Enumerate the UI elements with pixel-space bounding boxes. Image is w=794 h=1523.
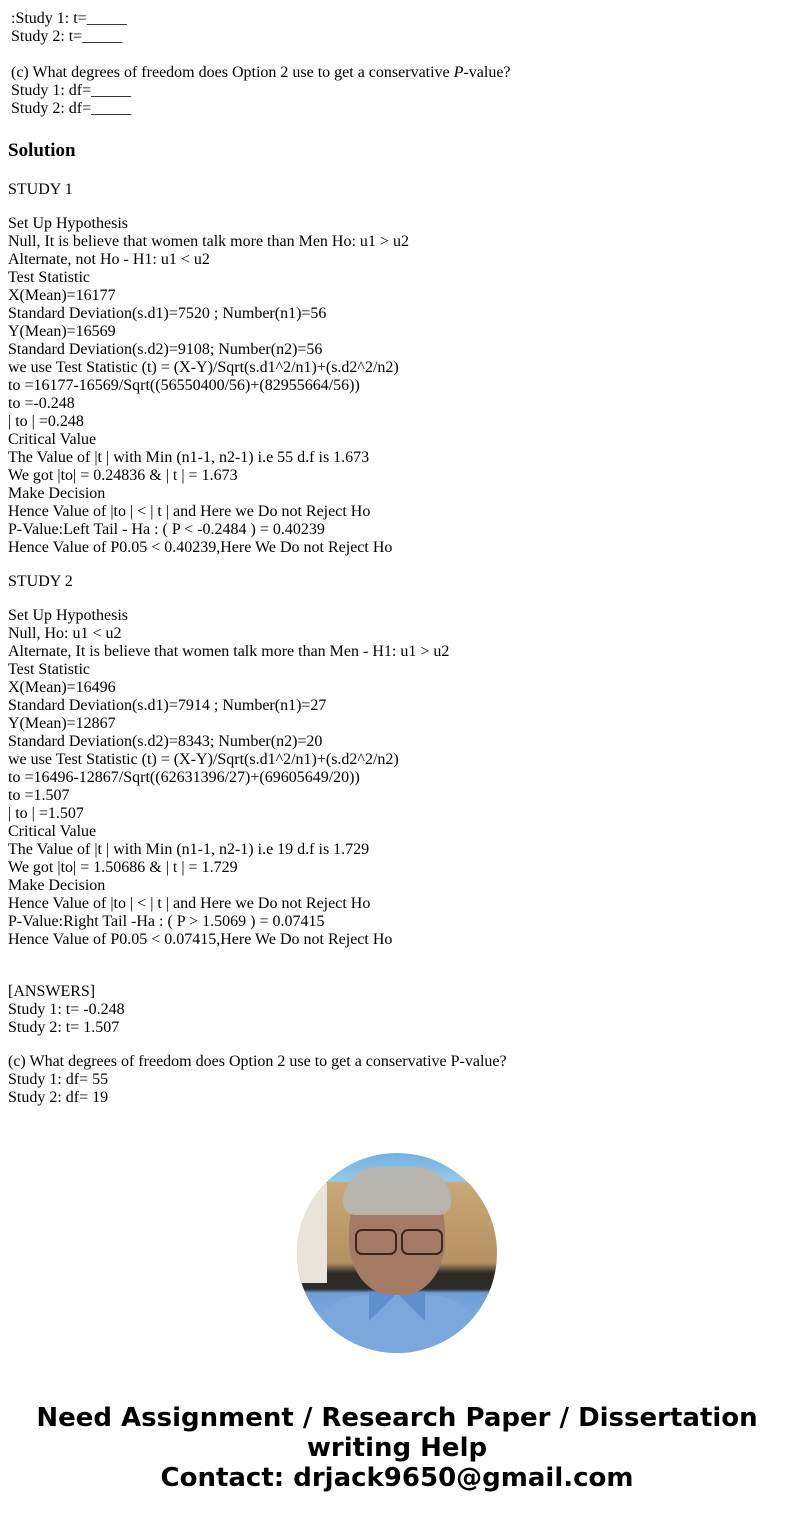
study2-line: to =16496-12867/Sqrt((62631396/27)+(69605649/20)) [8, 769, 360, 786]
question-study1-t: :Study 1: t=_____ [11, 10, 127, 27]
study2-line: Alternate, It is believe that women talk more than Men - H1: u1 > u2 [8, 643, 450, 660]
author-photo [297, 1153, 497, 1353]
promo-line-2: writing Help [306, 1433, 488, 1463]
answer-study1-df: Study 1: df= 55 [8, 1071, 109, 1088]
study1-line: Standard Deviation(s.d2)=9108; Number(n2)=56 [8, 341, 323, 358]
study1-line: We got |to| = 0.24836 & | t | = 1.673 [8, 467, 238, 484]
study1-line: Make Decision [8, 485, 106, 502]
study1-line: Test Statistic [8, 269, 90, 286]
study2-line: P-Value:Right Tail -Ha : ( P > 1.5069 ) = 0.07415 [8, 913, 325, 930]
study2-line: Test Statistic [8, 661, 90, 678]
question-study2-df: Study 2: df=_____ [11, 100, 132, 117]
answer-study1-t: Study 1: t= -0.248 [8, 1001, 125, 1018]
study1-line: to =16177-16569/Sqrt((56550400/56)+(82955664/56)) [8, 377, 360, 394]
study2-line: we use Test Statistic (t) = (X-Y)/Sqrt(s.d1^2/n1)+(s.d2^2/n2) [8, 751, 399, 768]
study2-line: Set Up Hypothesis [8, 607, 128, 624]
study2-line: Make Decision [8, 877, 106, 894]
study1-line: | to | =0.248 [8, 413, 84, 430]
study1-line: Hence Value of P0.05 < 0.40239,Here We Do not Reject Ho [8, 539, 393, 556]
hair-shape [343, 1167, 451, 1215]
study2-line: Hence Value of P0.05 < 0.07415,Here We Do not Reject Ho [8, 931, 393, 948]
question-part-c-prefix: (c) What degrees of freedom does Option 2 use to get a conservative [11, 64, 454, 81]
question-study2-t: Study 2: t=_____ [11, 28, 123, 45]
solution-heading: Solution [8, 140, 76, 161]
study1-line: Alternate, not Ho - H1: u1 < u2 [8, 251, 210, 268]
study2-line: Hence Value of |to | < | t | and Here we Do not Reject Ho [8, 895, 371, 912]
study1-line: Y(Mean)=16569 [8, 323, 116, 340]
study2-line: Null, Ho: u1 < u2 [8, 625, 122, 642]
answer-df-question: (c) What degrees of freedom does Option 2 use to get a conservative P-value? [8, 1053, 507, 1070]
wall-switch-panel [297, 1183, 327, 1283]
glasses-icon [355, 1229, 397, 1255]
study2-line: Standard Deviation(s.d2)=8343; Number(n2)=20 [8, 733, 323, 750]
question-part-c [11, 64, 511, 82]
study1-line: Hence Value of |to | < | t | and Here we Do not Reject Ho [8, 503, 371, 520]
promo-line-1: Need Assignment / Research Paper / Dissertation [36, 1403, 758, 1433]
study2-title: STUDY 2 [8, 573, 73, 590]
study1-line: Null, It is believe that women talk more than Men Ho: u1 > u2 [8, 233, 409, 250]
answers-label: [ANSWERS] [8, 983, 96, 1000]
study2-line: to =1.507 [8, 787, 70, 804]
study1-line: P-Value:Left Tail - Ha : ( P < -0.2484 ) = 0.40239 [8, 521, 325, 538]
answer-study2-t: Study 2: t= 1.507 [8, 1019, 120, 1036]
promo-contact: Contact: drjack9650@gmail.com [160, 1463, 634, 1493]
study2-line: | to | =1.507 [8, 805, 84, 822]
question-part-c-suffix: -value? [463, 64, 511, 81]
study1-line: The Value of |t | with Min (n1-1, n2-1) i.e 55 d.f is 1.673 [8, 449, 370, 466]
question-part-c-italic: P [453, 64, 464, 81]
question-study1-df: Study 1: df=_____ [11, 82, 132, 99]
collar-shape [369, 1293, 397, 1321]
study1-line: to =-0.248 [8, 395, 75, 412]
study2-line: Y(Mean)=12867 [8, 715, 116, 732]
study2-line: Critical Value [8, 823, 97, 840]
study2-line: Standard Deviation(s.d1)=7914 ; Number(n1)=27 [8, 697, 327, 714]
study2-line: X(Mean)=16496 [8, 679, 116, 696]
study1-title: STUDY 1 [8, 181, 73, 198]
glasses-icon [401, 1229, 443, 1255]
study1-line: Critical Value [8, 431, 97, 448]
answer-study2-df: Study 2: df= 19 [8, 1089, 109, 1106]
study1-line: Standard Deviation(s.d1)=7520 ; Number(n1)=56 [8, 305, 327, 322]
study2-line: The Value of |t | with Min (n1-1, n2-1) i.e 19 d.f is 1.729 [8, 841, 370, 858]
collar-shape [397, 1293, 425, 1321]
study1-line: Set Up Hypothesis [8, 215, 128, 232]
study1-line: we use Test Statistic (t) = (X-Y)/Sqrt(s.d1^2/n1)+(s.d2^2/n2) [8, 359, 399, 376]
promo-banner [0, 1403, 794, 1493]
study2-line: We got |to| = 1.50686 & | t | = 1.729 [8, 859, 238, 876]
study1-line: X(Mean)=16177 [8, 287, 116, 304]
